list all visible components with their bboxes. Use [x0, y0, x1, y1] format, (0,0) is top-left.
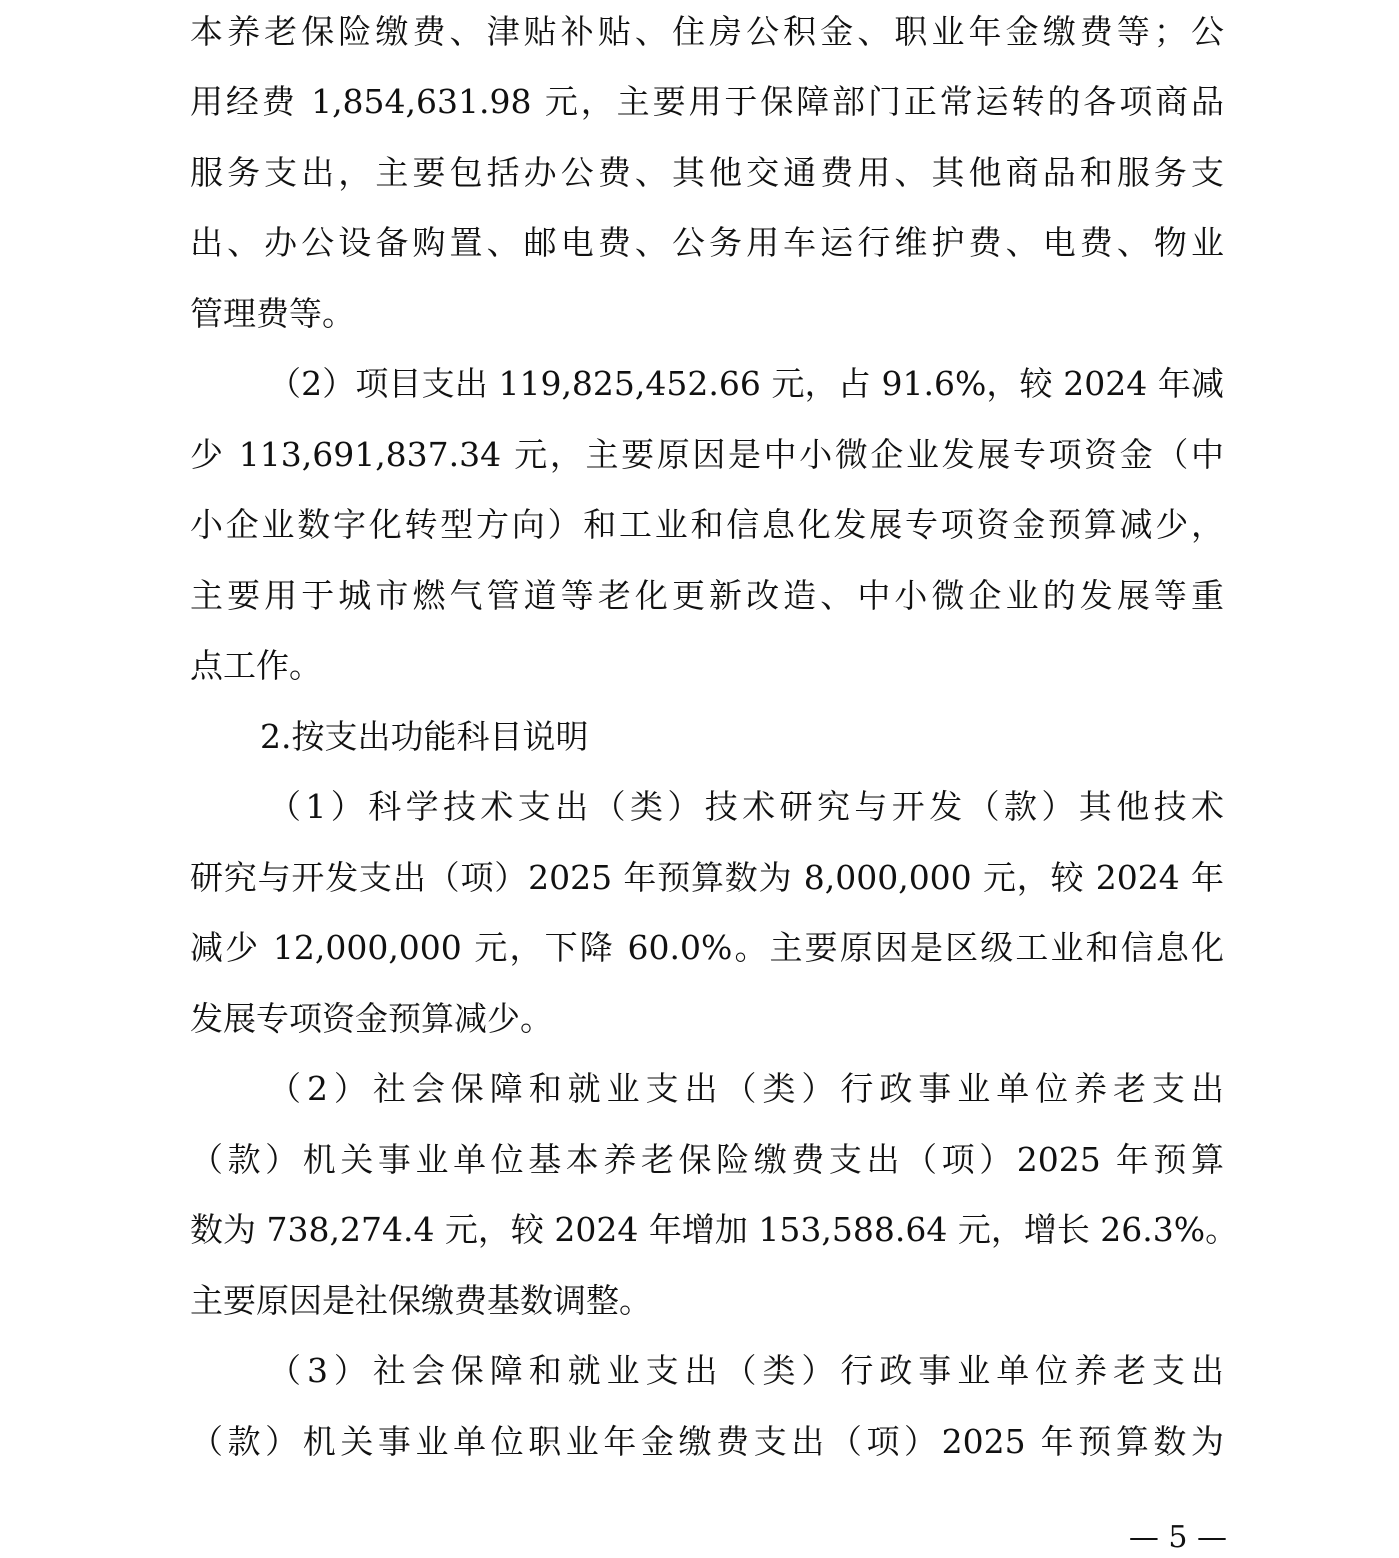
text-line: （款）机关事业单位职业年金缴费支出（项）2025 年预算数为 — [190, 1422, 1224, 1461]
text-line: 减少 12,000,000 元，下降 60.0%。主要原因是区级工业和信息化 — [190, 928, 1224, 967]
text-line: （款）机关事业单位基本养老保险缴费支出（项）2025 年预算 — [190, 1140, 1224, 1179]
text-line: 出、办公设备购置、邮电费、公务用车运行维护费、电费、物业 — [190, 223, 1224, 262]
text-line: 小企业数字化转型方向）和工业和信息化发展专项资金预算减少， — [190, 505, 1224, 544]
text-line: 研究与开发支出（项）2025 年预算数为 8,000,000 元，较 2024 年 — [190, 858, 1224, 897]
text-line: 主要原因是社保缴费基数调整。 — [190, 1281, 652, 1320]
page-number: — 5 — — [1128, 1520, 1227, 1555]
text-line: 本养老保险缴费、津贴补贴、住房公积金、职业年金缴费等；公 — [190, 12, 1224, 51]
text-line: 点工作。 — [190, 646, 322, 685]
paragraph-first-line: （3）社会保障和就业支出（类）行政事业单位养老支出 — [268, 1351, 1224, 1390]
paragraph-first-line: （1）科学技术支出（类）技术研究与开发（款）其他技术 — [268, 787, 1224, 826]
text-line: 发展专项资金预算减少。 — [190, 999, 553, 1038]
text-line: 服务支出，主要包括办公费、其他交通费用、其他商品和服务支 — [190, 153, 1224, 192]
paragraph-first-line: （2）项目支出 119,825,452.66 元，占 91.6%，较 2024 年减 — [268, 364, 1224, 403]
text-line: 少 113,691,837.34 元，主要原因是中小微企业发展专项资金（中 — [190, 435, 1224, 474]
text-line: 主要用于城市燃气管道等老化更新改造、中小微企业的发展等重 — [190, 576, 1224, 615]
text-line: 用经费 1,854,631.98 元，主要用于保障部门正常运转的各项商品 — [190, 82, 1224, 121]
text-line: 管理费等。 — [190, 294, 355, 333]
section-heading: 2.按支出功能科目说明 — [260, 717, 589, 756]
text-line: 数为 738,274.4 元，较 2024 年增加 153,588.64 元，增长 26.3%。 — [190, 1210, 1239, 1249]
paragraph-first-line: （2）社会保障和就业支出（类）行政事业单位养老支出 — [268, 1069, 1224, 1108]
